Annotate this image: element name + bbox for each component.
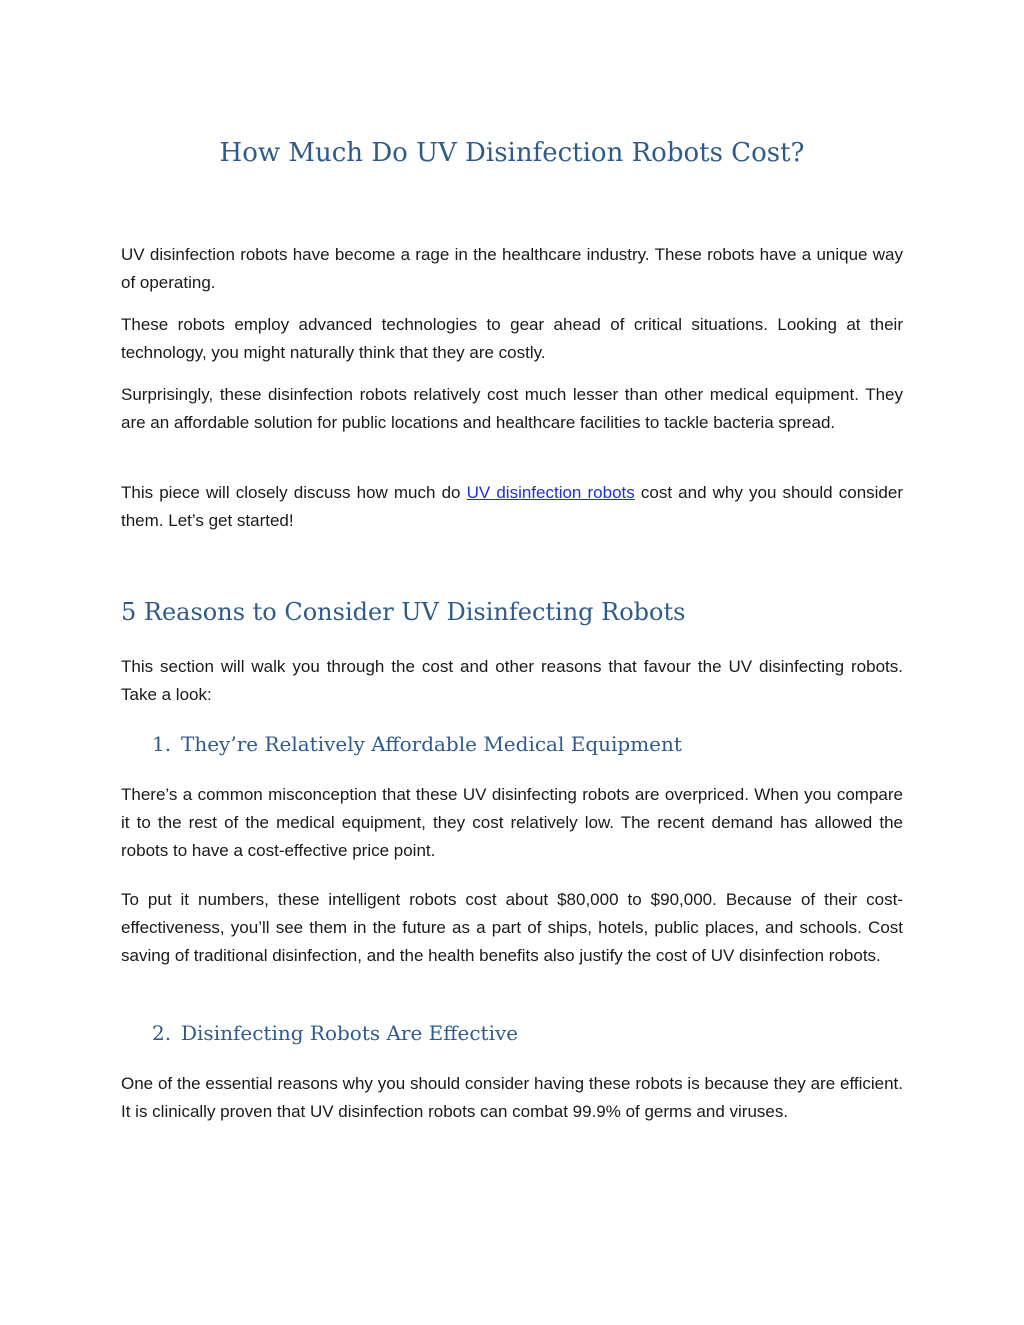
reason-1-paragraph-1: There’s a common misconception that these UV disinfecting robots are overpriced. When you compare it to the rest of the medical equipment, they cost relatively low. The recent demand has allowed the robots to have a cost-effective price point. <box>121 785 903 860</box>
intro-paragraph-1: UV disinfection robots have become a rage in the healthcare industry. These robots have a unique way of operating. <box>121 245 903 292</box>
section-intro-paragraph: This section will walk you through the cost and other reasons that favour the UV disinfecting robots. Take a look: <box>121 657 903 704</box>
reason-2-number: 2. <box>152 1021 172 1045</box>
reason-1-number: 1. <box>152 732 172 756</box>
intro-paragraph-3: Surprisingly, these disinfection robots relatively cost much lesser than other medical equipment. They are an affordable solution for public locations and healthcare facilities to tackle bacteria spread. <box>121 385 903 432</box>
intro-paragraph-4-after: cost and why you should consider them. Let’s get started! <box>121 483 903 530</box>
reason-2-heading <box>152 1021 518 1045</box>
intro-paragraph-4 <box>121 479 903 535</box>
uv-disinfection-robots-link[interactable]: UV disinfection robots <box>466 483 635 502</box>
reason-1-heading <box>152 732 682 756</box>
reason-1-paragraph-2: To put it numbers, these intelligent robots cost about $80,000 to $90,000. Because of their cost-effectiveness, you’ll see them in the future as a part of ships, hotels, public places, and schools. Cost saving of traditional disinfection, and the health benefits also justify the cost of UV disinfection robots. <box>121 890 903 965</box>
reason-2-title: Disinfecting Robots Are Effective <box>181 1021 519 1045</box>
intro-paragraph-4-before: This piece will closely discuss how much do <box>121 483 467 502</box>
intro-paragraph-2: These robots employ advanced technologies to gear ahead of critical situations. Looking at their technology, you might naturally think that they are costly. <box>121 315 903 362</box>
reason-2-paragraph-1: One of the essential reasons why you should consider having these robots is because they are efficient. It is clinically proven that UV disinfection robots can combat 99.9% of germs and viruses. <box>121 1074 903 1121</box>
section-heading: 5 Reasons to Consider UV Disinfecting Robots <box>121 598 686 626</box>
document-title: How Much Do UV Disinfection Robots Cost? <box>219 138 805 168</box>
reason-1-title: They’re Relatively Affordable Medical Equipment <box>181 732 682 756</box>
